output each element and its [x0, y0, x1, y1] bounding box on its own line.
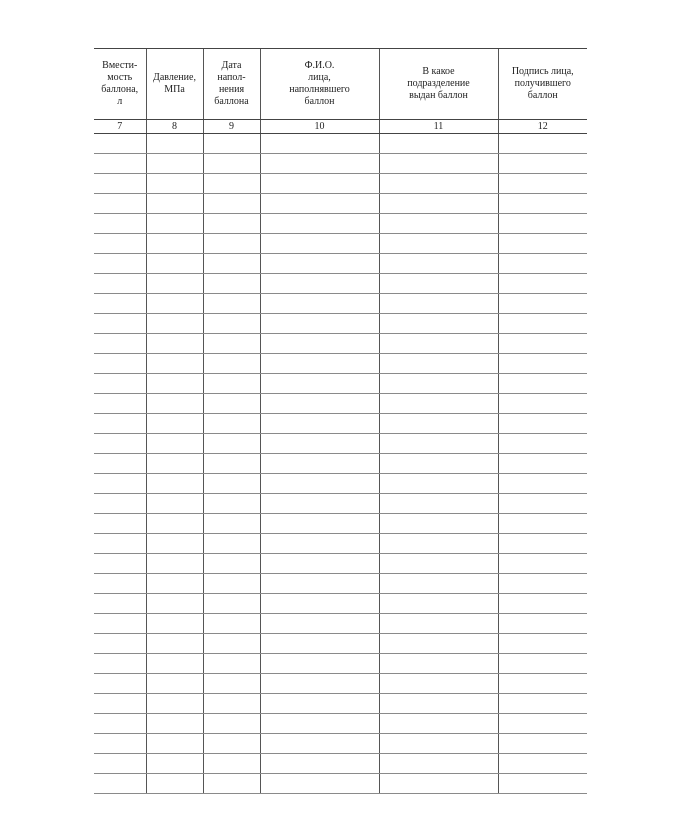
table-cell: [94, 254, 146, 274]
table-cell: [146, 194, 203, 214]
table-cell: [94, 614, 146, 634]
table-row: [94, 754, 587, 774]
table-cell: [94, 774, 146, 794]
table-cell: [146, 374, 203, 394]
table-cell: [498, 134, 587, 154]
table-cell: [498, 754, 587, 774]
table-row: [94, 314, 587, 334]
table-cell: [146, 414, 203, 434]
table-cell: [260, 254, 379, 274]
table-cell: [260, 754, 379, 774]
table-cell: [498, 214, 587, 234]
table-cell: [498, 254, 587, 274]
table-cell: [94, 714, 146, 734]
table-cell: [379, 274, 498, 294]
table-cell: [260, 674, 379, 694]
table-cell: [146, 774, 203, 794]
table-cell: [498, 454, 587, 474]
table-row: [94, 474, 587, 494]
table-cell: [379, 314, 498, 334]
table-row: [94, 614, 587, 634]
table-cell: [146, 474, 203, 494]
table-cell: [260, 194, 379, 214]
table-cell: [260, 234, 379, 254]
table-cell: [94, 154, 146, 174]
table-cell: [203, 694, 260, 714]
column-number: 11: [379, 120, 498, 134]
table-cell: [203, 514, 260, 534]
table-row: [94, 354, 587, 374]
header-department: В какое подразделение выдан баллон: [379, 49, 498, 120]
table-cell: [498, 234, 587, 254]
table-cell: [260, 514, 379, 534]
table-cell: [203, 474, 260, 494]
table-cell: [146, 154, 203, 174]
table-cell: [94, 134, 146, 154]
table-cell: [260, 314, 379, 334]
table-cell: [94, 314, 146, 334]
table-cell: [379, 254, 498, 274]
column-number: 9: [203, 120, 260, 134]
table-cell: [94, 294, 146, 314]
table-cell: [203, 414, 260, 434]
table-row: [94, 774, 587, 794]
table-cell: [146, 734, 203, 754]
table-cell: [94, 394, 146, 414]
column-number: 10: [260, 120, 379, 134]
table-cell: [379, 654, 498, 674]
table-cell: [379, 414, 498, 434]
table-cell: [146, 534, 203, 554]
table-cell: [146, 214, 203, 234]
header-capacity: Вмести- мость баллона, л: [94, 49, 146, 120]
table-cell: [94, 634, 146, 654]
table-cell: [260, 714, 379, 734]
table-cell: [146, 554, 203, 574]
table-cell: [146, 434, 203, 454]
table-row: [94, 594, 587, 614]
table-cell: [498, 534, 587, 554]
table-cell: [94, 554, 146, 574]
table-cell: [498, 734, 587, 754]
table-cell: [203, 174, 260, 194]
table-cell: [203, 494, 260, 514]
header-pressure: Давление, МПа: [146, 49, 203, 120]
table-cell: [203, 374, 260, 394]
table-cell: [203, 754, 260, 774]
table-cell: [260, 154, 379, 174]
table-cell: [498, 334, 587, 354]
table-row: [94, 714, 587, 734]
header-receiver-signature: Подпись лица, получившего баллон: [498, 49, 587, 120]
table-cell: [94, 594, 146, 614]
table-row: [94, 294, 587, 314]
table-cell: [94, 374, 146, 394]
table-cell: [94, 754, 146, 774]
table-row: [94, 214, 587, 234]
table-cell: [498, 194, 587, 214]
table-cell: [498, 514, 587, 534]
table-cell: [94, 674, 146, 694]
table-cell: [498, 574, 587, 594]
table-body: [94, 134, 587, 794]
table-cell: [498, 474, 587, 494]
column-number: 12: [498, 120, 587, 134]
table-cell: [94, 434, 146, 454]
table-cell: [379, 354, 498, 374]
table-cell: [498, 354, 587, 374]
table-cell: [498, 614, 587, 634]
table-cell: [260, 374, 379, 394]
table-cell: [203, 634, 260, 654]
table-cell: [498, 594, 587, 614]
table-cell: [203, 594, 260, 614]
table-cell: [498, 694, 587, 714]
table-cell: [94, 514, 146, 534]
table-cell: [146, 234, 203, 254]
table-cell: [498, 274, 587, 294]
table-row: [94, 694, 587, 714]
table-cell: [379, 154, 498, 174]
table-row: [94, 414, 587, 434]
table-cell: [498, 634, 587, 654]
table-cell: [379, 734, 498, 754]
table-cell: [260, 474, 379, 494]
table-cell: [203, 674, 260, 694]
table-cell: [94, 534, 146, 554]
table-cell: [379, 494, 498, 514]
table-row: [94, 394, 587, 414]
table-cell: [379, 574, 498, 594]
table-row: [94, 374, 587, 394]
table-row: [94, 434, 587, 454]
table-cell: [260, 534, 379, 554]
table-cell: [379, 534, 498, 554]
table-cell: [260, 774, 379, 794]
table-cell: [203, 354, 260, 374]
table-cell: [260, 354, 379, 374]
table-cell: [379, 634, 498, 654]
table-cell: [379, 454, 498, 474]
table-cell: [379, 514, 498, 534]
table-cell: [260, 434, 379, 454]
column-number: 7: [94, 120, 146, 134]
table-cell: [146, 594, 203, 614]
table-cell: [379, 674, 498, 694]
table-cell: [146, 334, 203, 354]
table-cell: [498, 654, 587, 674]
column-number-row: [94, 120, 587, 134]
table-cell: [260, 734, 379, 754]
table-cell: [94, 474, 146, 494]
header-fill-date: Дата напол- нения баллона: [203, 49, 260, 120]
table-cell: [146, 294, 203, 314]
table-cell: [146, 714, 203, 734]
table-cell: [94, 574, 146, 594]
table-row: [94, 194, 587, 214]
table-cell: [379, 394, 498, 414]
table-row: [94, 254, 587, 274]
table-cell: [379, 194, 498, 214]
table-row: [94, 134, 587, 154]
table-cell: [498, 554, 587, 574]
table-cell: [260, 394, 379, 414]
table-cell: [379, 554, 498, 574]
table-cell: [498, 714, 587, 734]
table-cell: [260, 214, 379, 234]
table-cell: [203, 274, 260, 294]
table-cell: [94, 654, 146, 674]
table-cell: [203, 394, 260, 414]
table-cell: [379, 374, 498, 394]
table-cell: [146, 174, 203, 194]
table-cell: [203, 194, 260, 214]
table-cell: [498, 174, 587, 194]
table-cell: [146, 314, 203, 334]
table-cell: [146, 574, 203, 594]
table-cell: [379, 774, 498, 794]
table-cell: [203, 134, 260, 154]
table-cell: [203, 334, 260, 354]
table-cell: [203, 254, 260, 274]
table-cell: [260, 694, 379, 714]
table-cell: [94, 174, 146, 194]
table-cell: [94, 214, 146, 234]
table-cell: [498, 414, 587, 434]
table-cell: [94, 234, 146, 254]
table-row: [94, 174, 587, 194]
table-cell: [203, 714, 260, 734]
table-cell: [379, 594, 498, 614]
table-cell: [146, 394, 203, 414]
table-cell: [146, 654, 203, 674]
table-cell: [203, 214, 260, 234]
table-row: [94, 274, 587, 294]
table-cell: [94, 694, 146, 714]
table-cell: [146, 634, 203, 654]
table-cell: [379, 614, 498, 634]
table-cell: [379, 234, 498, 254]
table-cell: [94, 734, 146, 754]
table-cell: [94, 414, 146, 434]
table-cell: [260, 654, 379, 674]
table-row: [94, 514, 587, 534]
table-cell: [94, 454, 146, 474]
table-cell: [94, 334, 146, 354]
table-cell: [146, 754, 203, 774]
cylinder-log-table: [94, 48, 587, 794]
table-cell: [203, 654, 260, 674]
table-cell: [379, 434, 498, 454]
table-cell: [203, 534, 260, 554]
table-cell: [379, 214, 498, 234]
table-cell: [498, 374, 587, 394]
table-cell: [146, 674, 203, 694]
table-row: [94, 534, 587, 554]
table-cell: [146, 454, 203, 474]
table-cell: [260, 454, 379, 474]
table-cell: [203, 434, 260, 454]
table-cell: [379, 334, 498, 354]
table-cell: [203, 554, 260, 574]
table-cell: [146, 134, 203, 154]
table-row: [94, 154, 587, 174]
table-cell: [94, 354, 146, 374]
table-cell: [498, 494, 587, 514]
table-cell: [203, 774, 260, 794]
table-cell: [379, 714, 498, 734]
table-cell: [94, 194, 146, 214]
column-number: 8: [146, 120, 203, 134]
table-cell: [379, 174, 498, 194]
table-cell: [260, 414, 379, 434]
table-row: [94, 454, 587, 474]
table-row: [94, 674, 587, 694]
table-cell: [146, 694, 203, 714]
table-cell: [260, 134, 379, 154]
table-cell: [260, 554, 379, 574]
table-row: [94, 734, 587, 754]
table-cell: [498, 314, 587, 334]
table-cell: [203, 734, 260, 754]
table-cell: [260, 614, 379, 634]
table-row: [94, 574, 587, 594]
table-cell: [260, 294, 379, 314]
table-cell: [379, 294, 498, 314]
table-cell: [203, 234, 260, 254]
table-row: [94, 494, 587, 514]
table-cell: [260, 174, 379, 194]
table-row: [94, 554, 587, 574]
table-cell: [260, 494, 379, 514]
table-cell: [146, 354, 203, 374]
table-cell: [498, 434, 587, 454]
table-cell: [203, 154, 260, 174]
table-cell: [498, 774, 587, 794]
table-cell: [498, 294, 587, 314]
table-cell: [379, 754, 498, 774]
table-cell: [260, 574, 379, 594]
table-cell: [146, 494, 203, 514]
table-row: [94, 634, 587, 654]
table-cell: [203, 454, 260, 474]
table-cell: [146, 514, 203, 534]
table-cell: [379, 694, 498, 714]
table-cell: [203, 294, 260, 314]
header-row: [94, 49, 587, 120]
table-cell: [498, 154, 587, 174]
table-row: [94, 654, 587, 674]
table-cell: [146, 274, 203, 294]
table-cell: [260, 594, 379, 614]
table-cell: [94, 494, 146, 514]
table-cell: [146, 254, 203, 274]
table-cell: [146, 614, 203, 634]
table-cell: [379, 474, 498, 494]
table-cell: [203, 574, 260, 594]
table-cell: [203, 314, 260, 334]
table-cell: [379, 134, 498, 154]
header-filler-name: Ф.И.О. лица, наполнявшего баллон: [260, 49, 379, 120]
table-cell: [260, 634, 379, 654]
table-cell: [203, 614, 260, 634]
table-row: [94, 234, 587, 254]
table-cell: [260, 334, 379, 354]
table-cell: [498, 674, 587, 694]
table-cell: [498, 394, 587, 414]
table-row: [94, 334, 587, 354]
table-cell: [94, 274, 146, 294]
table-cell: [260, 274, 379, 294]
